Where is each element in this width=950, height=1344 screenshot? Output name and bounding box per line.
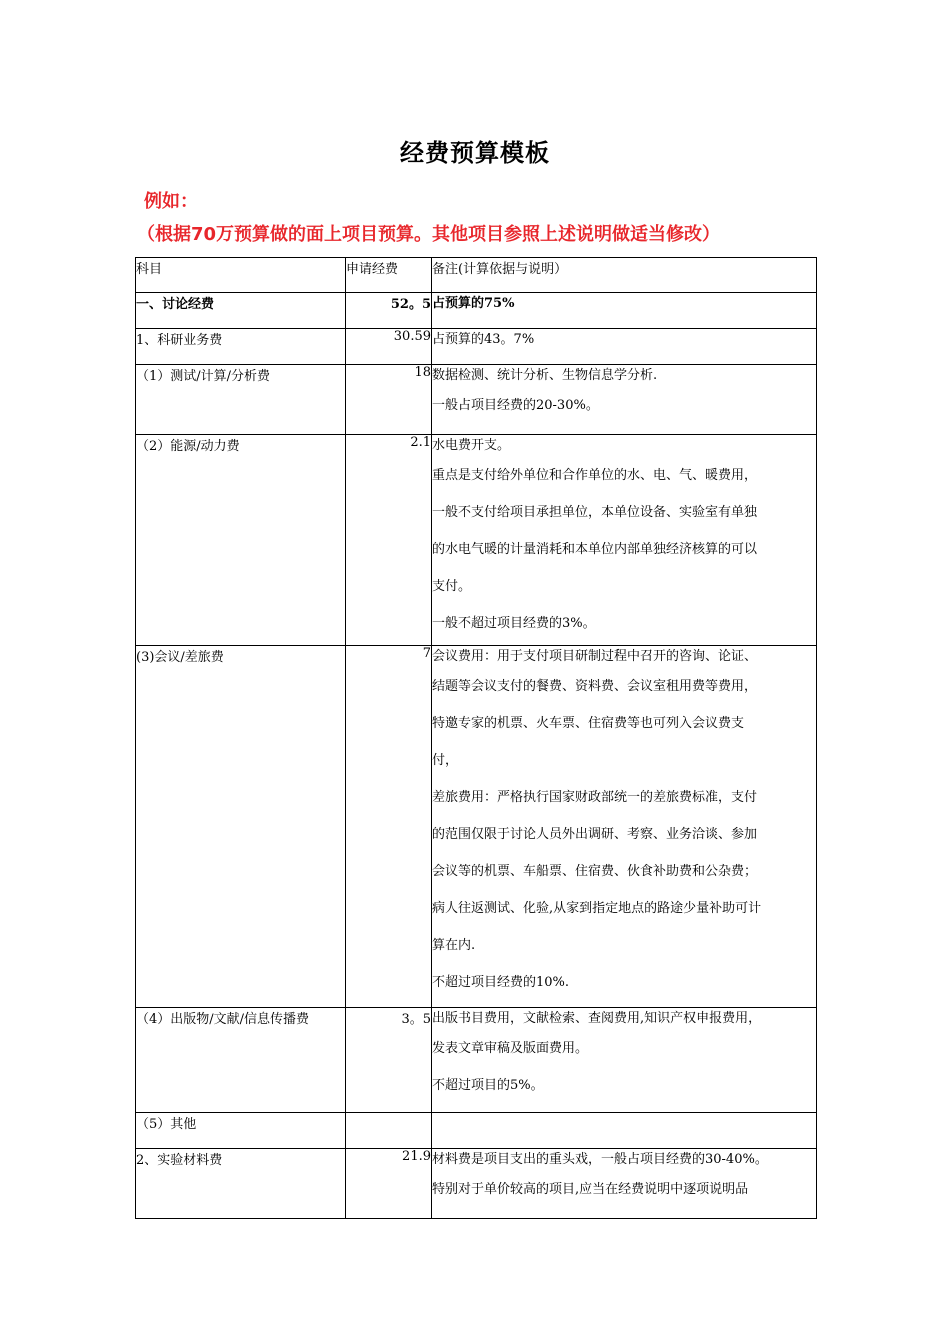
note-line: 支付。: [432, 579, 472, 594]
note-line: 结题等会议支付的餐费、资料费、会议室租用费等费用，: [432, 679, 758, 694]
note-line: 数据检测、统计分析、生物信息学分析.: [432, 368, 658, 383]
note-line: 付，: [432, 753, 459, 768]
note-line: 的范围仅限于讨论人员外出调研、考察、业务洽谈、参加: [432, 827, 758, 842]
note-line: 占预算的75%: [432, 296, 515, 311]
row-subject: 一、讨论经费: [136, 293, 346, 329]
table-row: [136, 435, 817, 646]
note-line: 病人往返测试、化验,从家到指定地点的路途少量补助可计: [432, 901, 762, 916]
row-subject: 1、科研业务费: [136, 329, 346, 365]
row-notes: [432, 329, 817, 365]
note-line: 重点是支付给外单位和合作单位的水、电、气、暖费用，: [432, 468, 758, 483]
note-line: 一般占项目经费的20-30%。: [432, 398, 599, 413]
document-title: 经费预算模板: [400, 139, 550, 167]
row-amount: 7: [346, 646, 432, 1008]
row-notes: [432, 1008, 817, 1113]
note-line: 水电费开支。: [432, 438, 511, 453]
row-subject: (3)会议/差旅费: [136, 646, 346, 1008]
row-subject: （2）能源/动力费: [136, 435, 346, 646]
header-notes: 备注(计算依据与说明）: [432, 258, 817, 293]
note-line: 差旅费用：严格执行国家财政部统一的差旅费标准，支付: [432, 790, 758, 805]
row-subject: （4）出版物/文献/信息传播费: [136, 1008, 346, 1113]
row-amount: 21.9: [346, 1149, 432, 1219]
note-line: 特邀专家的机票、火车票、住宿费等也可列入会议费支: [432, 716, 745, 731]
header-subject: 科目: [136, 258, 346, 293]
table-row: [136, 329, 817, 365]
example-note: （根据70万预算做的面上项目预算。其他项目参照上述说明做适当修改）: [137, 224, 721, 245]
row-notes: [432, 1149, 817, 1219]
table-header-row: [136, 258, 817, 293]
note-line: 出版书目费用，文献检索、查阅费用,知识产权申报费用，: [432, 1011, 762, 1026]
note-line: 不超过项目经费的10%.: [432, 975, 570, 990]
row-amount: 2.1: [346, 435, 432, 646]
row-notes: [432, 646, 817, 1008]
row-notes: [432, 435, 817, 646]
header-amount: 申请经费: [346, 258, 432, 293]
row-subject: （1）测试/计算/分析费: [136, 365, 346, 435]
budget-table: [135, 257, 817, 1219]
note-line: 不超过项目的5%。: [432, 1078, 544, 1093]
table-row: [136, 1008, 817, 1113]
row-amount: 18: [346, 365, 432, 435]
row-notes: [432, 1113, 817, 1149]
note-line: 占预算的43。7%: [432, 332, 535, 347]
row-amount: [346, 1113, 432, 1149]
table-row: [136, 293, 817, 329]
table-row: [136, 646, 817, 1008]
note-line: 特别对于单价较高的项目,应当在经费说明中逐项说明品: [432, 1182, 749, 1197]
note-line: 会议等的机票、车船票、住宿费、伙食补助费和公杂费；: [432, 864, 758, 879]
table-row: [136, 1113, 817, 1149]
note-line: 算在内.: [432, 938, 476, 953]
row-amount: 30.59: [346, 329, 432, 365]
note-line: 发表文章审稿及版面费用。: [432, 1041, 589, 1056]
row-notes: [432, 365, 817, 435]
note-line: 会议费用：用于支付项目研制过程中召开的咨询、论证、: [432, 649, 758, 664]
row-subject: （5）其他: [136, 1113, 346, 1149]
note-line: 一般不支付给项目承担单位，本单位设备、实验室有单独: [432, 505, 758, 520]
table-row: [136, 365, 817, 435]
row-amount: 3。5: [346, 1008, 432, 1113]
table-row: [136, 1149, 817, 1219]
row-subject: 2、实验材料费: [136, 1149, 346, 1219]
example-label: 例如：: [144, 191, 198, 212]
row-amount: 52。5: [346, 293, 432, 329]
note-line: 的水电气暖的计量消耗和本单位内部单独经济核算的可以: [432, 542, 758, 557]
note-line: 一般不超过项目经费的3%。: [432, 616, 596, 631]
row-notes: [432, 293, 817, 329]
note-line: 材料费是项目支出的重头戏，一般占项目经费的30-40%。: [432, 1152, 768, 1167]
